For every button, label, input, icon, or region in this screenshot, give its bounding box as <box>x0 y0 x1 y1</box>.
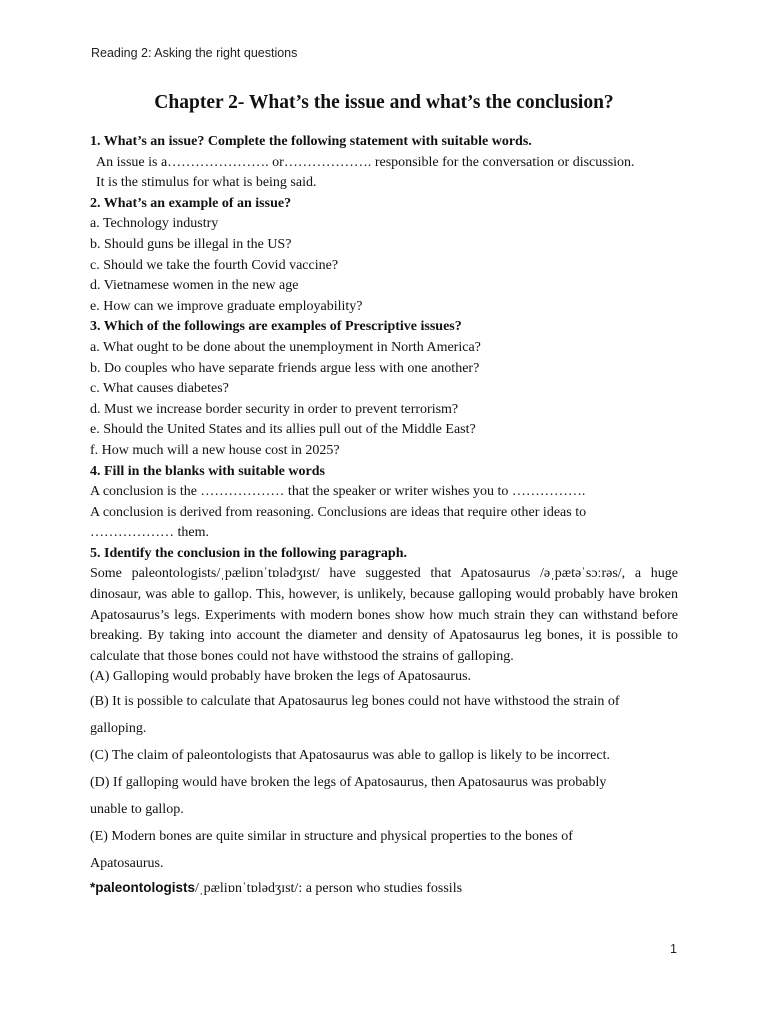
q2-heading: 2. What’s an example of an issue? <box>90 195 292 211</box>
page-number: 1 <box>670 942 677 956</box>
q5-option-a: (A) Galloping would probably have broken the legs of Apatosaurus. <box>90 669 472 685</box>
q2-option-c: c. Should we take the fourth Covid vaccine? <box>90 257 339 273</box>
q3-heading: 3. Which of the followings are examples of Prescriptive issues? <box>90 319 462 335</box>
q5-option-b-cont: galloping. <box>90 721 147 737</box>
running-header: Reading 2: Asking the right questions <box>91 46 298 60</box>
q3-option-c: c. What causes diabetes? <box>90 381 229 397</box>
q3-option-a: a. What ought to be done about the unemployment in North America? <box>90 339 481 355</box>
q5-option-b: (B) It is possible to calculate that Apatosaurus leg bones could not have withstood the strain of <box>90 694 620 710</box>
q5-option-d-cont: unable to gallop. <box>90 802 184 818</box>
q4-line-2: A conclusion is derived from reasoning. Conclusions are ideas that require other ideas to <box>90 504 587 520</box>
q3-option-d: d. Must we increase border security in order to prevent terrorism? <box>90 401 459 417</box>
q2-option-a: a. Technology industry <box>90 216 219 232</box>
q5-paragraph: Some paleontologists/ˌpæliɒnˈtɒlədʒɪst/ have suggested that Apatosaurus /əˌpætəˈsɔːrəs/, a huge dinosaur, was able to gallop. This, however, is unlikely, because galloping would probably have broken Apatosaurus’s legs. Experiments with modern bones show how much strain they can withstand before breaking. By taking into account the diameter and density of Apatosaurus leg bones, it is possible to calculate that those bones could not have withstood the strains of galloping. <box>90 566 678 664</box>
footnote-term: *paleontologists <box>90 880 196 896</box>
q2-option-e: e. How can we improve graduate employability? <box>90 298 363 314</box>
q3-option-e: e. Should the United States and its allies pull out of the Middle East? <box>90 422 476 438</box>
q5-option-e-cont: Apatosaurus. <box>90 856 164 872</box>
q3-option-b: b. Do couples who have separate friends argue less with one another? <box>90 360 480 376</box>
q5-heading: 5. Identify the conclusion in the following paragraph. <box>90 545 407 561</box>
q3-option-f: f. How much will a new house cost in 2025? <box>90 442 340 458</box>
q5-option-e: (E) Modern bones are quite similar in structure and physical properties to the bones of <box>90 829 573 845</box>
q4-line-1: A conclusion is the ……………… that the speaker or writer wishes you to ……………. <box>90 484 586 500</box>
q2-option-b: b. Should guns be illegal in the US? <box>90 236 292 252</box>
q5-option-d: (D) If galloping would have broken the legs of Apatosaurus, then Apatosaurus was probably <box>90 775 607 791</box>
q1-line-1: An issue is a…………………. or………………. responsible for the conversation or discussion. <box>96 154 635 170</box>
footnote <box>90 877 678 900</box>
q4-heading: 4. Fill in the blanks with suitable words <box>90 463 325 479</box>
footnote-definition: /ˌpæliɒnˈtɒlədʒɪst/: a person who studies fossils <box>195 881 463 897</box>
chapter-title: Chapter 2- What’s the issue and what’s the conclusion? <box>154 92 614 113</box>
q4-line-3: ……………… them. <box>90 525 209 541</box>
document-body <box>90 132 678 900</box>
q2-option-d: d. Vietnamese women in the new age <box>90 278 299 294</box>
q1-heading: 1. What’s an issue? Complete the following statement with suitable words. <box>90 134 532 149</box>
q1-line-2: It is the stimulus for what is being said. <box>96 175 317 191</box>
q5-option-c: (C) The claim of paleontologists that Apatosaurus was able to gallop is likely to be incorrect. <box>90 748 610 764</box>
